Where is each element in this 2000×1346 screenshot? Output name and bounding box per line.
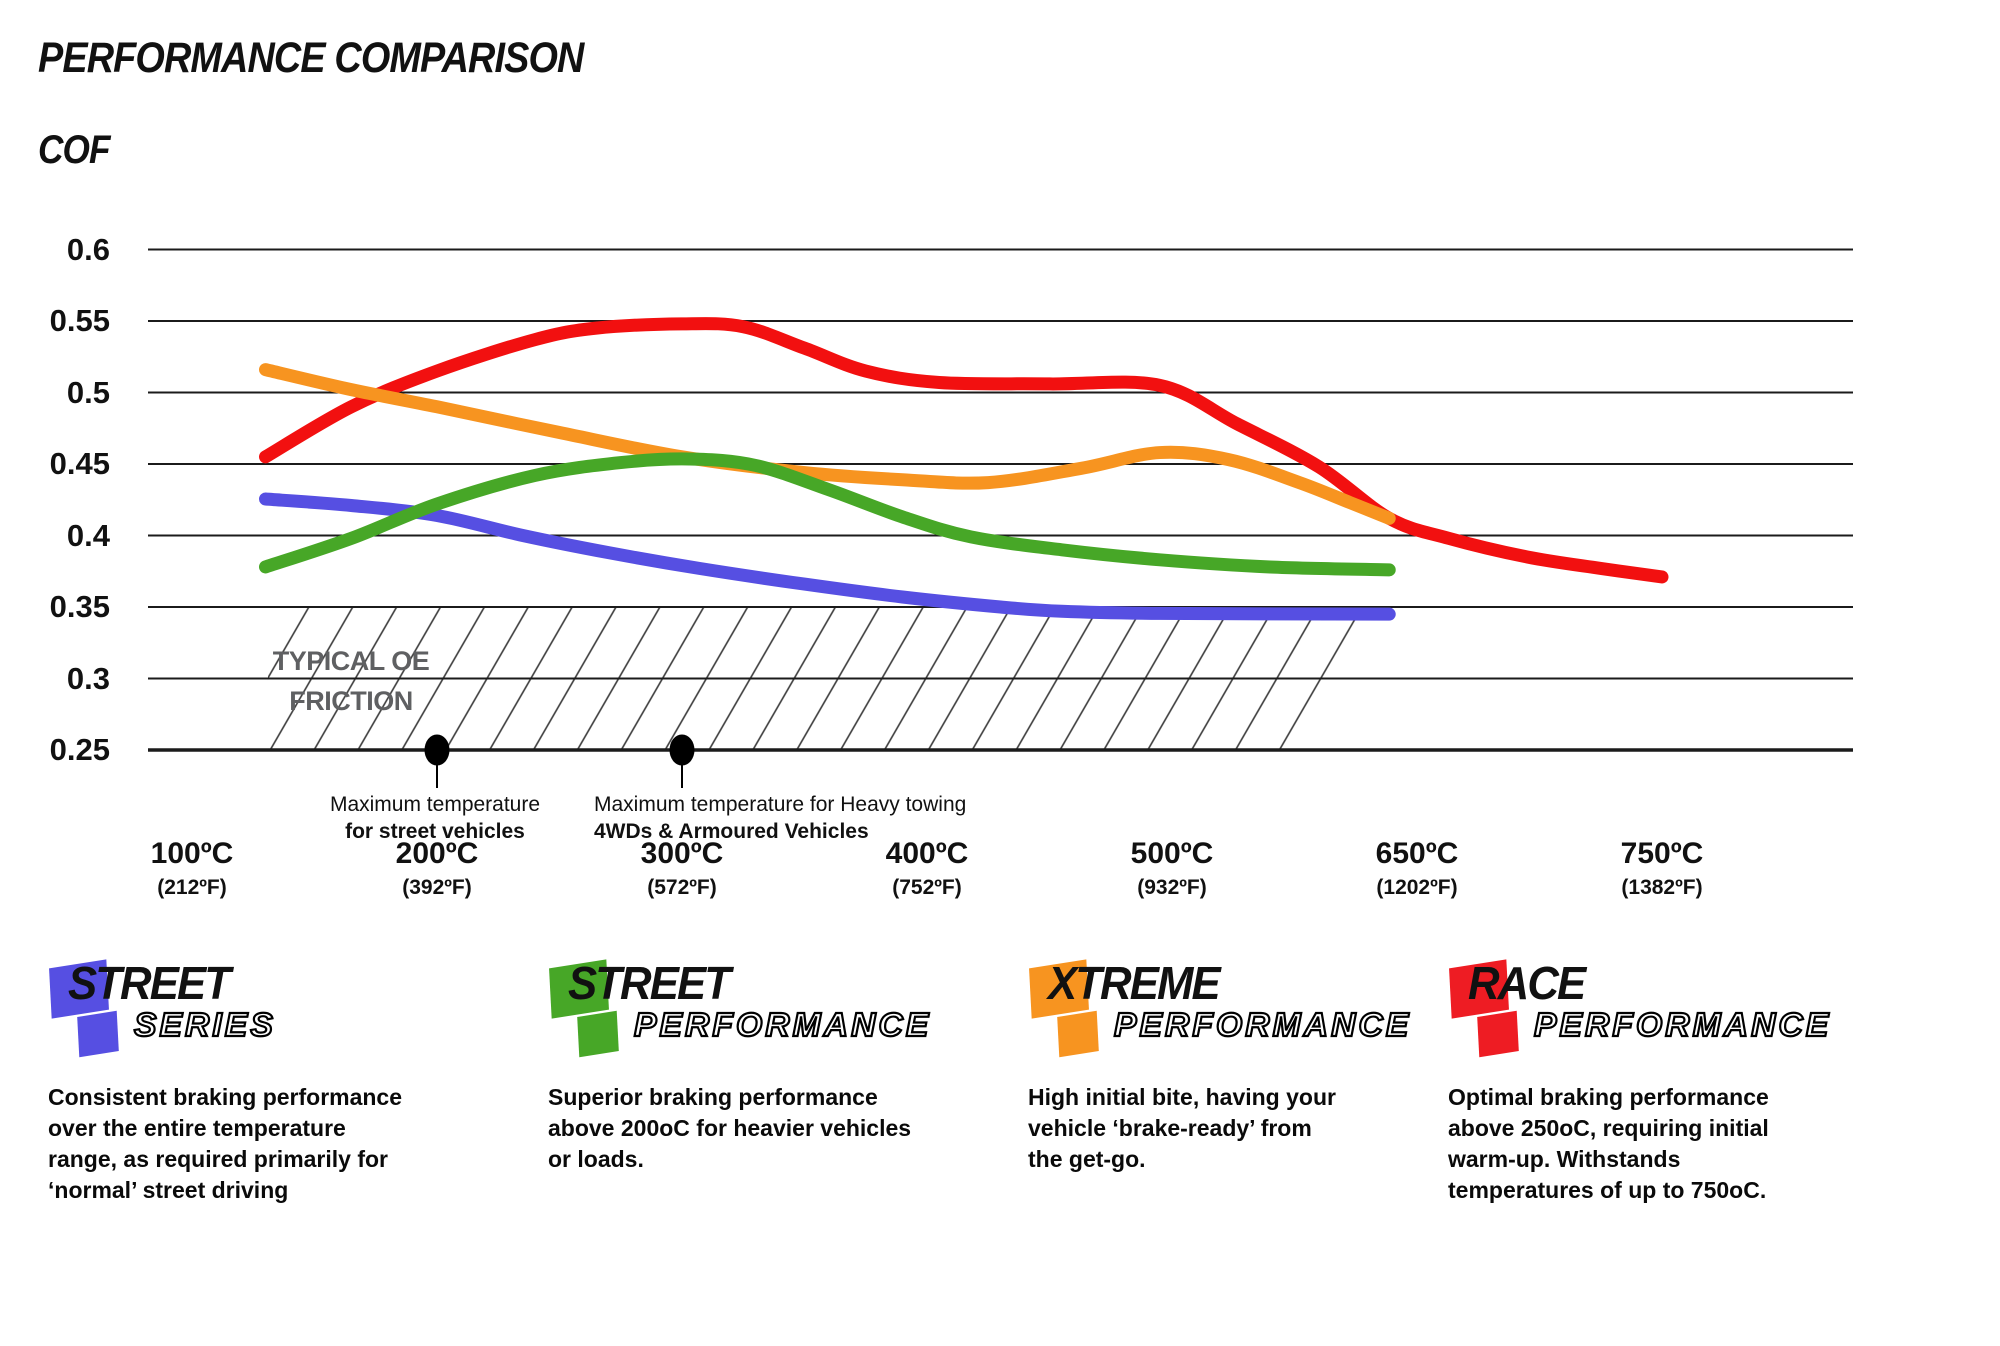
- y-tick-0.45: 0.45: [49, 446, 110, 481]
- legend-race-performance: [1448, 958, 1888, 1206]
- annotation-max-temp-street: Maximum temperature for street vehicles: [329, 793, 541, 843]
- legend-street-performance: [548, 958, 948, 1175]
- x-tick-500c: 500ºC (932ºF): [1130, 837, 1214, 899]
- xtreme-performance-logo: XTREME PERFORMANCE: [1028, 958, 1428, 1076]
- x-tick-300c: 300ºC (572ºF): [640, 837, 724, 899]
- y-tick-0.3: 0.3: [66, 661, 110, 696]
- x-tick-750c: 750ºC (1382ºF): [1620, 837, 1704, 899]
- street-performance-description: Superior braking performance above 200oC for heavier vehicles or loads.: [548, 1084, 912, 1172]
- y-tick-0.25: 0.25: [49, 732, 110, 767]
- typical-oe-friction-label: TYPICAL OE FRICTION: [272, 646, 430, 716]
- y-tick-0.55: 0.55: [49, 303, 110, 338]
- xtreme-performance-description: High initial bite, having your vehicle ‘brake-ready’ from the get-go.: [1028, 1084, 1336, 1172]
- x-tick-200c: 200ºC (392ºF): [395, 837, 479, 899]
- street-performance-logo: STREET PERFORMANCE: [548, 958, 948, 1076]
- street-series-description: Consistent braking performance over the entire temperature range, as required primarily for ‘normal’ street driving: [48, 1084, 403, 1203]
- page-title: PERFORMANCE COMPARISON: [38, 34, 584, 82]
- street-series-logo: STREET SERIES: [48, 958, 448, 1076]
- race-performance-logo: RACE PERFORMANCE: [1448, 958, 1888, 1076]
- race-performance-description: Optimal braking performance above 250oC, requiring initial warm-up. Withstands temperatures of up to 750oC.: [1448, 1084, 1769, 1203]
- x-tick-650c: 650ºC (1202ºF): [1375, 837, 1459, 899]
- x-tick-100c: 100ºC (212ºF): [150, 837, 234, 899]
- legend-street-series: [48, 958, 448, 1206]
- annotation-max-temp-heavy-towing: Maximum temperature for Heavy towing 4WDs & Armoured Vehicles: [594, 793, 967, 843]
- y-tick-0.6: 0.6: [66, 232, 110, 267]
- y-tick-0.4: 0.4: [66, 518, 110, 553]
- cof-axis-label: COF: [38, 128, 110, 172]
- x-tick-400c: 400ºC (752ºF): [885, 837, 969, 899]
- y-tick-0.35: 0.35: [49, 589, 110, 624]
- y-tick-0.5: 0.5: [66, 375, 110, 410]
- legend-xtreme-performance: [1028, 958, 1428, 1175]
